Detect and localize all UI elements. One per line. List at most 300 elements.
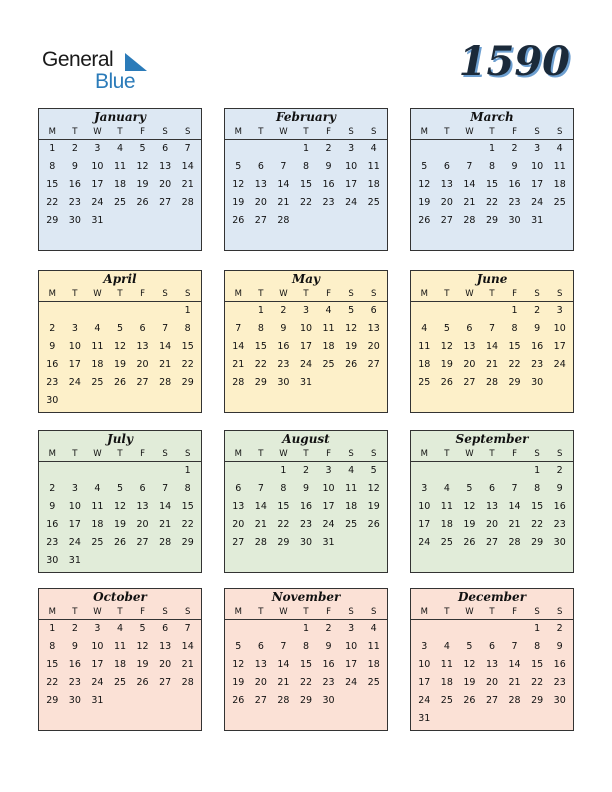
day-cell: 17	[418, 519, 431, 530]
day-cell: 21	[277, 677, 290, 688]
day-cell: 19	[418, 197, 431, 208]
day-cell: 20	[136, 519, 149, 530]
day-cell: 25	[113, 677, 127, 688]
weekday-label: M	[48, 449, 56, 459]
day-cell: 28	[508, 695, 521, 706]
day-cell: 16	[531, 341, 544, 352]
day-cell: 8	[280, 483, 287, 494]
day-grid	[225, 140, 387, 230]
empty-cell	[481, 620, 504, 638]
day-cell: 29	[181, 537, 194, 548]
day-cell: 16	[508, 179, 521, 190]
weekday-header	[39, 126, 201, 140]
weekday-label: T	[489, 607, 495, 617]
month-june	[410, 270, 574, 413]
empty-cell	[250, 620, 273, 638]
day-cell: 5	[116, 483, 124, 494]
day-cell: 22	[508, 359, 521, 370]
weekday-label: S	[348, 289, 354, 299]
weekday-label: S	[557, 607, 563, 617]
day-cell: 14	[254, 501, 267, 512]
day-cell: 29	[485, 215, 499, 226]
day-cell: 29	[277, 537, 290, 548]
day-cell: 16	[46, 519, 59, 530]
day-cell: 18	[91, 519, 104, 530]
day-cell: 7	[162, 483, 169, 494]
month-may	[224, 270, 388, 413]
day-cell: 9	[49, 501, 56, 512]
day-cell: 15	[181, 341, 194, 352]
day-grid	[225, 620, 387, 710]
empty-cell	[64, 462, 87, 480]
day-cell: 15	[531, 659, 544, 670]
weekday-label: M	[420, 607, 428, 617]
day-cell: 26	[113, 377, 127, 388]
day-cell: 9	[71, 161, 78, 172]
day-cell: 13	[254, 179, 267, 190]
empty-cell	[250, 140, 273, 158]
day-cell: 5	[116, 323, 124, 334]
day-cell: 25	[367, 197, 380, 208]
day-cell: 19	[136, 659, 149, 670]
weekday-label: T	[117, 449, 123, 459]
weekday-label: W	[465, 449, 474, 459]
day-cell: 16	[68, 179, 81, 190]
day-cell: 10	[322, 483, 335, 494]
day-cell: 10	[345, 641, 358, 652]
logo-blue-text: Blue	[95, 70, 136, 93]
day-cell: 19	[463, 677, 476, 688]
day-cell: 30	[46, 395, 59, 406]
month-name: February	[275, 110, 336, 124]
day-grid	[411, 462, 573, 552]
day-cell: 4	[443, 483, 450, 494]
day-cell: 5	[235, 161, 242, 172]
empty-cell	[86, 302, 109, 320]
day-cell: 24	[531, 197, 544, 208]
day-cell: 7	[280, 641, 287, 652]
empty-cell	[41, 462, 64, 480]
day-cell: 5	[443, 323, 450, 334]
day-cell: 22	[254, 359, 267, 370]
day-cell: 12	[113, 341, 127, 352]
day-cell: 11	[440, 501, 453, 512]
day-cell: 20	[232, 519, 245, 530]
day-cell: 2	[556, 623, 563, 634]
weekday-label: W	[279, 127, 288, 137]
day-cell: 13	[485, 501, 499, 512]
day-cell: 1	[49, 623, 56, 634]
day-cell: 13	[367, 323, 380, 334]
weekday-label: F	[512, 449, 517, 459]
day-cell: 10	[345, 161, 358, 172]
day-cell: 27	[136, 537, 149, 548]
weekday-label: T	[72, 289, 78, 299]
day-cell: 18	[440, 677, 453, 688]
day-cell: 13	[463, 341, 476, 352]
day-cell: 29	[181, 377, 194, 388]
day-cell: 26	[136, 677, 149, 688]
weekday-label: F	[512, 607, 517, 617]
day-cell: 23	[531, 359, 544, 370]
month-name: March	[470, 110, 514, 124]
day-cell: 27	[159, 197, 172, 208]
day-cell: 27	[367, 359, 380, 370]
weekday-label: T	[303, 449, 309, 459]
weekday-header	[411, 448, 573, 462]
day-cell: 19	[440, 359, 453, 370]
day-cell: 17	[322, 501, 335, 512]
day-cell: 23	[553, 677, 566, 688]
day-cell: 4	[94, 323, 101, 334]
day-cell: 10	[418, 501, 431, 512]
day-cell: 17	[68, 519, 81, 530]
day-cell: 14	[181, 641, 194, 652]
day-cell: 16	[553, 501, 566, 512]
day-cell: 2	[556, 465, 563, 476]
day-cell: 24	[91, 677, 104, 688]
day-cell: 23	[553, 519, 566, 530]
day-cell: 7	[280, 161, 287, 172]
day-cell: 28	[277, 215, 290, 226]
day-cell: 4	[116, 623, 124, 634]
day-cell: 31	[91, 215, 104, 226]
day-cell: 1	[280, 465, 287, 476]
day-cell: 20	[485, 519, 499, 530]
day-cell: 3	[94, 623, 101, 634]
empty-cell	[436, 462, 459, 480]
weekday-label: W	[93, 289, 102, 299]
day-cell: 17	[531, 179, 544, 190]
day-cell: 25	[440, 695, 453, 706]
day-grid	[411, 302, 573, 392]
month-name: June	[476, 272, 508, 286]
day-grid	[39, 462, 201, 570]
weekday-label: T	[489, 289, 495, 299]
day-cell: 22	[299, 677, 313, 688]
empty-cell	[503, 620, 526, 638]
empty-cell	[272, 620, 295, 638]
day-cell: 18	[322, 341, 335, 352]
day-cell: 26	[463, 695, 476, 706]
day-cell: 30	[553, 537, 566, 548]
day-cell: 21	[254, 519, 267, 530]
day-cell: 6	[139, 483, 146, 494]
day-cell: 7	[235, 323, 242, 334]
day-cell: 28	[159, 537, 172, 548]
day-cell: 5	[466, 641, 473, 652]
empty-cell	[458, 140, 481, 158]
weekday-label: F	[512, 289, 517, 299]
day-cell: 1	[184, 305, 191, 316]
day-cell: 11	[113, 161, 127, 172]
day-cell: 22	[531, 519, 544, 530]
weekday-label: W	[465, 289, 474, 299]
day-cell: 2	[71, 143, 78, 154]
day-cell: 6	[488, 641, 496, 652]
empty-cell	[64, 302, 87, 320]
month-april	[38, 270, 202, 413]
month-name: April	[103, 272, 137, 286]
day-cell: 28	[159, 377, 172, 388]
day-cell: 7	[257, 483, 264, 494]
day-cell: 31	[68, 555, 81, 566]
day-cell: 20	[254, 677, 267, 688]
day-cell: 10	[418, 659, 431, 670]
weekday-header	[411, 288, 573, 302]
day-grid	[39, 620, 201, 710]
day-cell: 12	[463, 501, 476, 512]
weekday-label: W	[465, 607, 474, 617]
day-cell: 20	[367, 341, 380, 352]
day-cell: 12	[136, 641, 149, 652]
day-cell: 24	[91, 197, 104, 208]
day-cell: 10	[531, 161, 544, 172]
day-cell: 8	[302, 641, 310, 652]
day-cell: 27	[136, 377, 149, 388]
weekday-label: M	[48, 127, 56, 137]
day-cell: 30	[553, 695, 566, 706]
empty-cell	[131, 462, 154, 480]
day-cell: 21	[485, 359, 499, 370]
day-cell: 2	[71, 623, 78, 634]
month-march	[410, 108, 574, 251]
day-cell: 21	[232, 359, 245, 370]
day-cell: 19	[113, 359, 127, 370]
day-cell: 13	[136, 501, 149, 512]
day-cell: 24	[299, 359, 313, 370]
day-cell: 2	[49, 483, 56, 494]
day-cell: 25	[440, 537, 453, 548]
weekday-label: S	[557, 289, 563, 299]
day-cell: 10	[91, 641, 104, 652]
day-cell: 28	[508, 537, 521, 548]
day-cell: 26	[232, 695, 245, 706]
empty-cell	[154, 302, 177, 320]
day-cell: 11	[440, 659, 453, 670]
day-cell: 5	[421, 161, 428, 172]
empty-cell	[436, 620, 459, 638]
day-cell: 18	[440, 519, 453, 530]
weekday-label: T	[258, 449, 264, 459]
day-cell: 19	[232, 197, 245, 208]
day-cell: 21	[508, 519, 521, 530]
day-cell: 21	[181, 659, 194, 670]
day-cell: 29	[46, 695, 59, 706]
day-cell: 7	[511, 641, 518, 652]
weekday-label: S	[534, 289, 540, 299]
day-cell: 26	[345, 359, 358, 370]
day-cell: 26	[440, 377, 453, 388]
day-cell: 7	[184, 143, 191, 154]
weekday-label: F	[140, 289, 145, 299]
day-cell: 22	[277, 519, 290, 530]
day-cell: 24	[68, 537, 81, 548]
empty-cell	[458, 462, 481, 480]
day-cell: 3	[302, 305, 310, 316]
weekday-header	[411, 606, 573, 620]
generalblue-logo	[42, 48, 162, 98]
day-cell: 27	[440, 215, 453, 226]
day-cell: 5	[139, 143, 146, 154]
day-cell: 21	[463, 197, 476, 208]
weekday-label: F	[326, 449, 331, 459]
day-cell: 21	[181, 179, 194, 190]
day-cell: 12	[232, 659, 245, 670]
day-cell: 12	[418, 179, 431, 190]
day-cell: 6	[257, 161, 264, 172]
day-cell: 30	[277, 377, 290, 388]
day-cell: 25	[113, 197, 127, 208]
day-cell: 23	[322, 677, 335, 688]
day-cell: 20	[463, 359, 476, 370]
day-cell: 6	[488, 483, 496, 494]
day-cell: 31	[91, 695, 104, 706]
day-cell: 20	[440, 197, 453, 208]
day-cell: 23	[508, 197, 521, 208]
day-cell: 9	[556, 641, 563, 652]
day-cell: 11	[322, 323, 335, 334]
weekday-header	[225, 126, 387, 140]
day-cell: 2	[534, 305, 541, 316]
day-cell: 29	[531, 695, 544, 706]
day-cell: 8	[49, 161, 56, 172]
weekday-label: S	[534, 449, 540, 459]
day-cell: 13	[440, 179, 453, 190]
month-october	[38, 588, 202, 731]
day-cell: 13	[136, 341, 149, 352]
weekday-label: T	[72, 607, 78, 617]
day-cell: 21	[159, 519, 172, 530]
weekday-label: S	[557, 127, 563, 137]
day-cell: 26	[418, 215, 431, 226]
empty-cell	[481, 302, 504, 320]
weekday-label: S	[162, 127, 168, 137]
empty-cell	[413, 302, 436, 320]
day-cell: 15	[485, 179, 499, 190]
month-name: November	[271, 590, 341, 604]
weekday-label: S	[371, 289, 377, 299]
day-cell: 8	[257, 323, 264, 334]
weekday-label: S	[371, 449, 377, 459]
empty-cell	[413, 462, 436, 480]
day-cell: 24	[553, 359, 566, 370]
day-cell: 26	[367, 519, 380, 530]
day-cell: 16	[322, 659, 335, 670]
day-cell: 21	[508, 677, 521, 688]
day-cell: 25	[367, 677, 380, 688]
day-cell: 11	[113, 641, 127, 652]
weekday-label: T	[303, 289, 309, 299]
day-grid	[411, 620, 573, 728]
weekday-label: T	[303, 607, 309, 617]
day-cell: 31	[322, 537, 335, 548]
weekday-label: T	[117, 607, 123, 617]
day-cell: 6	[370, 305, 377, 316]
weekday-label: T	[444, 449, 450, 459]
day-cell: 12	[113, 501, 127, 512]
day-cell: 15	[508, 341, 521, 352]
day-cell: 3	[348, 623, 355, 634]
day-cell: 18	[113, 659, 127, 670]
day-cell: 12	[345, 323, 358, 334]
day-cell: 2	[280, 305, 287, 316]
day-cell: 12	[367, 483, 380, 494]
weekday-label: M	[420, 289, 428, 299]
day-grid	[39, 140, 201, 230]
day-cell: 3	[94, 143, 101, 154]
day-cell: 5	[348, 305, 355, 316]
empty-cell	[436, 302, 459, 320]
weekday-label: T	[258, 607, 264, 617]
day-cell: 11	[553, 161, 566, 172]
day-cell: 15	[181, 501, 194, 512]
day-cell: 17	[91, 179, 104, 190]
day-cell: 27	[485, 537, 499, 548]
day-cell: 13	[485, 659, 499, 670]
day-cell: 16	[46, 359, 59, 370]
day-cell: 19	[463, 519, 476, 530]
day-cell: 28	[181, 677, 194, 688]
day-cell: 10	[91, 161, 104, 172]
weekday-header	[39, 288, 201, 302]
day-cell: 23	[46, 377, 59, 388]
day-cell: 30	[68, 695, 81, 706]
weekday-label: S	[371, 127, 377, 137]
day-cell: 10	[68, 341, 81, 352]
day-cell: 18	[553, 179, 566, 190]
day-cell: 7	[466, 161, 473, 172]
day-cell: 6	[162, 143, 169, 154]
weekday-label: S	[534, 607, 540, 617]
weekday-label: S	[185, 127, 191, 137]
weekday-label: S	[534, 127, 540, 137]
empty-cell	[227, 302, 250, 320]
day-cell: 23	[277, 359, 290, 370]
day-cell: 11	[91, 341, 104, 352]
weekday-label: F	[140, 607, 145, 617]
day-cell: 26	[232, 215, 245, 226]
day-cell: 8	[184, 323, 191, 334]
day-cell: 8	[302, 161, 310, 172]
weekday-label: S	[162, 449, 168, 459]
day-cell: 14	[277, 179, 290, 190]
day-cell: 17	[345, 179, 358, 190]
weekday-label: S	[162, 607, 168, 617]
day-cell: 7	[511, 483, 518, 494]
weekday-header	[225, 288, 387, 302]
day-cell: 30	[46, 555, 59, 566]
weekday-header	[225, 606, 387, 620]
day-cell: 1	[511, 305, 518, 316]
day-cell: 8	[511, 323, 518, 334]
day-cell: 17	[68, 359, 81, 370]
day-cell: 21	[277, 197, 290, 208]
weekday-label: T	[444, 127, 450, 137]
day-cell: 14	[159, 501, 172, 512]
weekday-label: F	[326, 607, 331, 617]
day-cell: 8	[488, 161, 496, 172]
weekday-label: T	[72, 449, 78, 459]
weekday-label: M	[420, 127, 428, 137]
day-cell: 9	[556, 483, 563, 494]
day-cell: 15	[299, 659, 313, 670]
day-cell: 4	[443, 641, 450, 652]
day-cell: 15	[277, 501, 290, 512]
weekday-label: T	[444, 607, 450, 617]
day-cell: 29	[46, 215, 59, 226]
weekday-label: T	[489, 449, 495, 459]
